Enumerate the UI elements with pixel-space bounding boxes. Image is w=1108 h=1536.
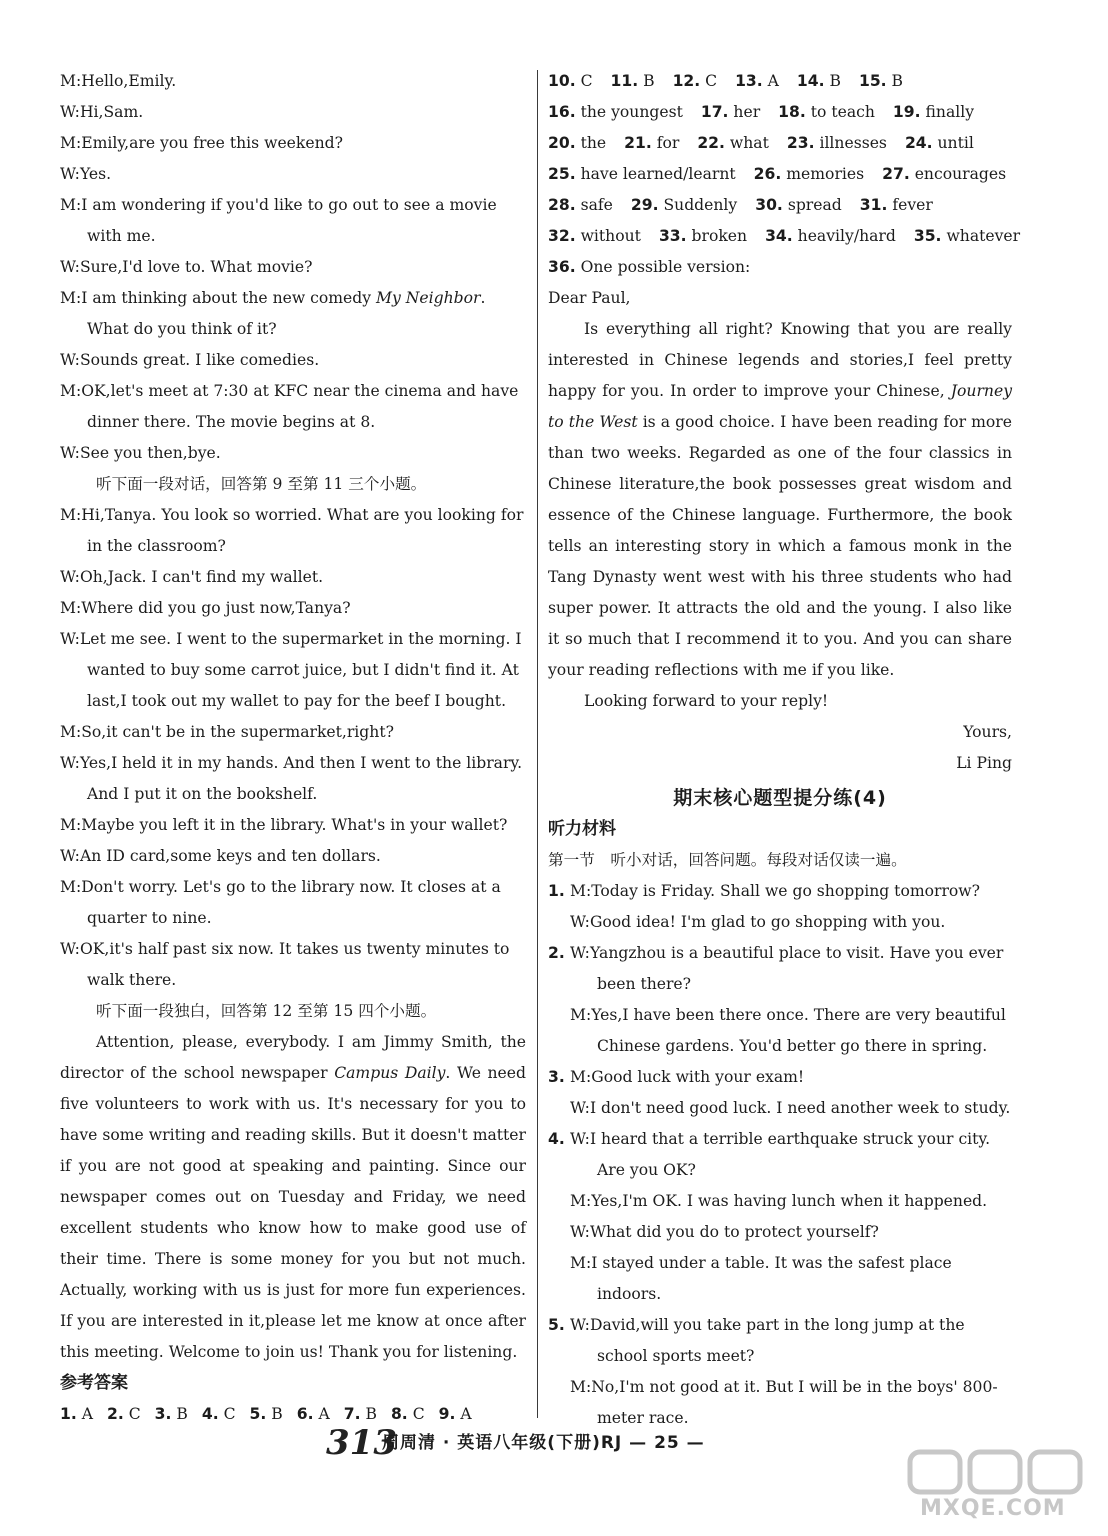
answer-item: 30. spread — [755, 196, 842, 214]
answer-item: 26. memories — [753, 165, 865, 183]
watermark-stamp-icon — [900, 1448, 1090, 1498]
dialog-text: I am wondering if you'd like to go out to see a movie with me. — [81, 196, 497, 245]
answer-item: 16. the youngest — [548, 103, 683, 121]
speaker-label: W: — [570, 1130, 590, 1148]
dialog-line — [60, 97, 526, 128]
dialog-text: OK,let's meet at 7:30 at KFC near the cinema and have dinner there. The movie begins at 8. — [81, 382, 519, 431]
answer-item: 20. the — [548, 134, 607, 152]
section-instruction: 听下面一段对话，回答第 9 至第 11 三个小题。 — [96, 475, 427, 493]
speaker-label: M: — [60, 723, 82, 741]
speaker-label: M: — [60, 878, 82, 896]
dialog-line — [60, 190, 526, 252]
answer-item: 28. safe — [548, 196, 613, 214]
answer-item: 11. B — [610, 72, 655, 90]
answer-item: 29. Suddenly — [630, 196, 738, 214]
answer-item: 2. C — [107, 1405, 141, 1423]
movie-title: My Neighbor — [376, 289, 481, 307]
speaker-label: W: — [60, 444, 80, 462]
dialog-line — [60, 562, 526, 593]
section-instruction: 听下面一段独白，回答第 12 至第 15 四个小题。 — [96, 1002, 437, 1020]
dialog-text: Sure,I'd love to. What movie? — [79, 258, 313, 276]
dialog-text: See you then,bye. — [79, 444, 221, 462]
answer-item: 23. illnesses — [786, 134, 887, 152]
column-divider — [537, 70, 538, 1418]
dialog-text: David,will you take part in the long jump at the school sports meet? — [589, 1316, 965, 1365]
speaker-label: M: — [60, 599, 82, 617]
answer-item: 5. B — [249, 1405, 283, 1423]
dialog-text: Yes. — [79, 165, 112, 183]
dialog-line — [60, 376, 526, 438]
dialog-line: M:I am thinking about the new comedy My Neighbor. What do you think of it? — [60, 289, 486, 338]
watermark — [900, 1448, 1090, 1526]
speaker-label: M: — [570, 1068, 592, 1086]
listening-item-line — [548, 1093, 1012, 1124]
dialog-text: I don't need good luck. I need another week to study. — [589, 1099, 1011, 1117]
speaker-label: W: — [60, 630, 80, 648]
answer-row — [548, 221, 1021, 252]
dialog-line — [60, 872, 526, 934]
dialog-text: OK,it's half past six now. It takes us twenty minutes to walk there. — [79, 940, 510, 989]
dialog-line — [570, 938, 1012, 1000]
letter-body: Is everything all right? Knowing that you are really interested in Chinese legends and stories,I feel pretty happy for you. In order to improve your Chinese, Journey to the West is a good choice. I have been reading for more than two weeks. Regarded as one of the four classics in Chinese literature,the book possesses great wisdom and essence of the Chinese language. Furthermore, the book tells an interesting story in which a famous monk in the Tang Dynasty went west with his three students who had super power. It attracts the old and the young. I also like it so much that I recommend it to you. And you can share your reading reflections with me if you like. — [548, 320, 1012, 679]
dialog-text: So,it can't be in the supermarket,right? — [81, 723, 394, 741]
answer-item: 1. A — [60, 1405, 93, 1423]
answer-row — [548, 66, 1012, 97]
speaker-label: M: — [60, 72, 82, 90]
speaker-label: W: — [570, 1223, 590, 1241]
dialog-line — [60, 624, 526, 717]
speaker-label: M: — [570, 1192, 592, 1210]
speaker-label: W: — [570, 1316, 590, 1334]
answer-item: 27. encourages — [882, 165, 1007, 183]
answer-item: 4. C — [201, 1405, 236, 1423]
dialog-text: Good idea! I'm glad to go shopping with you. — [589, 913, 946, 931]
dialog-line — [60, 345, 526, 376]
speaker-label: M: — [570, 1378, 592, 1396]
dialog-line — [60, 841, 526, 872]
answer-item: 35. whatever — [913, 227, 1021, 245]
dialog-line — [570, 1186, 1012, 1217]
letter-closing: Looking forward to your reply! — [584, 692, 829, 710]
speaker-label: M: — [570, 1254, 592, 1272]
dialog-text: Yangzhou is a beautiful place to visit. Have you ever been there? — [589, 944, 1004, 993]
letter-signature: Li Ping — [956, 754, 1012, 772]
listening-item-line: 1. M:Today is Friday. Shall we go shopping tomorrow? — [548, 876, 1012, 907]
dialog-text: Emily,are you free this weekend? — [81, 134, 343, 152]
answer-item: 33. broken — [658, 227, 748, 245]
answer-item: 7. B — [343, 1405, 377, 1423]
dialog-line — [60, 500, 526, 562]
dialog-text: I heard that a terrible earthquake struck your city. Are you OK? — [589, 1130, 991, 1179]
dialog-text: Sounds great. I like comedies. — [79, 351, 320, 369]
answer-item: 21. for — [624, 134, 680, 152]
answer-row — [548, 159, 1012, 190]
letter-salutation: Dear Paul, — [548, 289, 631, 307]
speaker-label: M: — [60, 196, 82, 214]
speaker-label: W: — [60, 847, 80, 865]
dialog-text: Yes,I'm OK. I was having lunch when it happened. — [591, 1192, 988, 1210]
answer-item: 34. heavily/hard — [765, 227, 896, 245]
dialog-line — [60, 593, 526, 624]
answer-item: 19. finally — [892, 103, 975, 121]
answer-row — [548, 128, 1012, 159]
listening-item-line — [548, 1248, 1012, 1310]
speaker-label: M: — [570, 1006, 592, 1024]
answer-item: 15. B — [858, 72, 904, 90]
dialog-text: What did you do to protect yourself? — [589, 1223, 879, 1241]
dialog-line — [60, 66, 526, 97]
answer-item: 22. what — [697, 134, 769, 152]
answers-heading: 参考答案 — [60, 1373, 128, 1393]
dialog-line — [570, 1217, 1012, 1248]
dialog-text: Hello,Emily. — [81, 72, 177, 90]
listening-item-line — [548, 907, 1012, 938]
left-column — [60, 66, 526, 1430]
dialog-text: Yes,I held it in my hands. And then I went to the library. And I put it on the bookshelf. — [79, 754, 523, 803]
dialog-line — [570, 1124, 1012, 1186]
answer-item: 10. C — [548, 72, 593, 90]
answer-item: 12. C — [672, 72, 718, 90]
answer-item: 18. to teach — [778, 103, 875, 121]
speaker-label: W: — [60, 165, 80, 183]
monologue-paragraph: Attention, please, everybody. I am Jimmy Smith, the director of the school newspaper Campus Daily. We need five volunteers to work with us. It's necessary for you to have some writing and reading skills. But it doesn't matter if you are not good at speaking and painting. Since our newspaper comes out on Tuesday and Friday, we need excellent students who know how to make good use of their time. There is some money for you but not much. Actually, working with us is just for more fun experiences. If you are interested in it,please let me know at once after this meeting. Welcome to join us! Thank you for listening. — [60, 1033, 527, 1361]
letter-yours: Yours, — [963, 723, 1012, 741]
dialog-text: Where did you go just now,Tanya? — [81, 599, 351, 617]
answer-row — [548, 97, 1012, 128]
listening-item-line: 3. M:Good luck with your exam! — [548, 1062, 1012, 1093]
answer-item: 9. A — [438, 1405, 472, 1423]
answer-item: 31. fever — [859, 196, 933, 214]
dialog-line — [60, 717, 526, 748]
answer-item: 32. without — [548, 227, 641, 245]
dialog-text: Let me see. I went to the supermarket in the morning. I wanted to buy some carrot juice, but I didn't find it. At last,I took out my wallet to pay for the beef I bought. — [79, 630, 522, 710]
newspaper-title: Campus Daily — [334, 1064, 446, 1082]
speaker-label: W: — [60, 754, 80, 772]
dialog-text: Maybe you left it in the library. What's in your wallet? — [81, 816, 508, 834]
q36-line: 36. One possible version: — [548, 258, 751, 276]
speaker-label: M: — [60, 506, 82, 524]
answer-item: 14. B — [796, 72, 841, 90]
footer-text: 周周清 · 英语八年级(下册)RJ — 25 — — [382, 1433, 705, 1453]
listening-item-line — [548, 1000, 1012, 1062]
dialog-line — [570, 907, 1012, 938]
right-column — [548, 66, 1021, 1434]
dialog-text: Hi,Sam. — [79, 103, 144, 121]
answer-item: 3. B — [154, 1405, 188, 1423]
speaker-label: W: — [60, 940, 80, 958]
listening-heading: 听力材料 — [548, 819, 616, 839]
speaker-label: W: — [570, 944, 590, 962]
listening-item-line — [548, 1217, 1012, 1248]
answer-item: 17. her — [700, 103, 761, 121]
dialog-line — [60, 128, 526, 159]
dialog-line — [570, 1248, 1012, 1310]
dialog-text: Don't worry. Let's go to the library now. It closes at a quarter to nine. — [81, 878, 501, 927]
dialog-line — [570, 1093, 1012, 1124]
answer-item: 24. until — [904, 134, 974, 152]
dialog-line — [60, 810, 526, 841]
speaker-label: W: — [60, 568, 80, 586]
answer-item: 13. A — [735, 72, 779, 90]
speaker-label: W: — [60, 351, 80, 369]
speaker-label: M: — [60, 382, 82, 400]
part-instruction: 第一节 听小对话，回答问题。每段对话仅读一遍。 — [548, 851, 907, 869]
dialog-line — [60, 159, 526, 190]
listening-item-line: 4. W:I heard that a terrible earthquake struck your city. Are you OK? — [548, 1124, 1012, 1186]
svg-text:313: 313 — [326, 1423, 397, 1463]
dialog-text: Yes,I have been there once. There are very beautiful Chinese gardens. You'd better go there in spring. — [591, 1006, 1006, 1055]
dialog-text: No,I'm not good at it. But I will be in the boys' 800-meter race. — [591, 1378, 998, 1427]
listening-item-line — [548, 1186, 1012, 1217]
dialog-line — [570, 1000, 1012, 1062]
dialog-text: I stayed under a table. It was the safest place indoors. — [591, 1254, 952, 1303]
answer-item: 8. C — [390, 1405, 425, 1423]
dialog-line — [570, 1062, 1012, 1093]
book-title: Journey to the West — [548, 382, 1012, 431]
dialog-line — [60, 748, 526, 810]
speaker-label: M: — [60, 134, 82, 152]
dialog-text: Today is Friday. Shall we go shopping tomorrow? — [591, 882, 981, 900]
listening-item-line: 5. W:David,will you take part in the long jump at the school sports meet? — [548, 1310, 1012, 1372]
watermark-text: MXQE.COM — [920, 1496, 1066, 1521]
listening-item-line: 2. W:Yangzhou is a beautiful place to visit. Have you ever been there? — [548, 938, 1012, 1000]
speaker-label: M: — [60, 816, 82, 834]
answer-item: 6. A — [296, 1405, 330, 1423]
dialog-line — [60, 252, 526, 283]
speaker-label: W: — [570, 913, 590, 931]
dialog-line — [570, 876, 1012, 907]
dialog-line — [570, 1310, 1012, 1372]
answer-row — [548, 190, 1012, 221]
dialog-line — [60, 438, 526, 469]
speaker-label: M: — [570, 882, 592, 900]
dialog-text: An ID card,some keys and ten dollars. — [79, 847, 381, 865]
dialog-text: Good luck with your exam! — [591, 1068, 805, 1086]
section-title: 期末核心题型提分练(4) — [673, 787, 887, 809]
dialog-text: Hi,Tanya. You look so worried. What are you looking for in the classroom? — [81, 506, 524, 555]
speaker-label: W: — [60, 258, 80, 276]
dialog-text: Oh,Jack. I can't find my wallet. — [79, 568, 324, 586]
speaker-label: W: — [60, 103, 80, 121]
logo-icon — [324, 1420, 397, 1463]
speaker-label: W: — [570, 1099, 590, 1117]
dialog-line — [60, 934, 526, 996]
answer-item: 25. have learned/learnt — [548, 165, 736, 183]
